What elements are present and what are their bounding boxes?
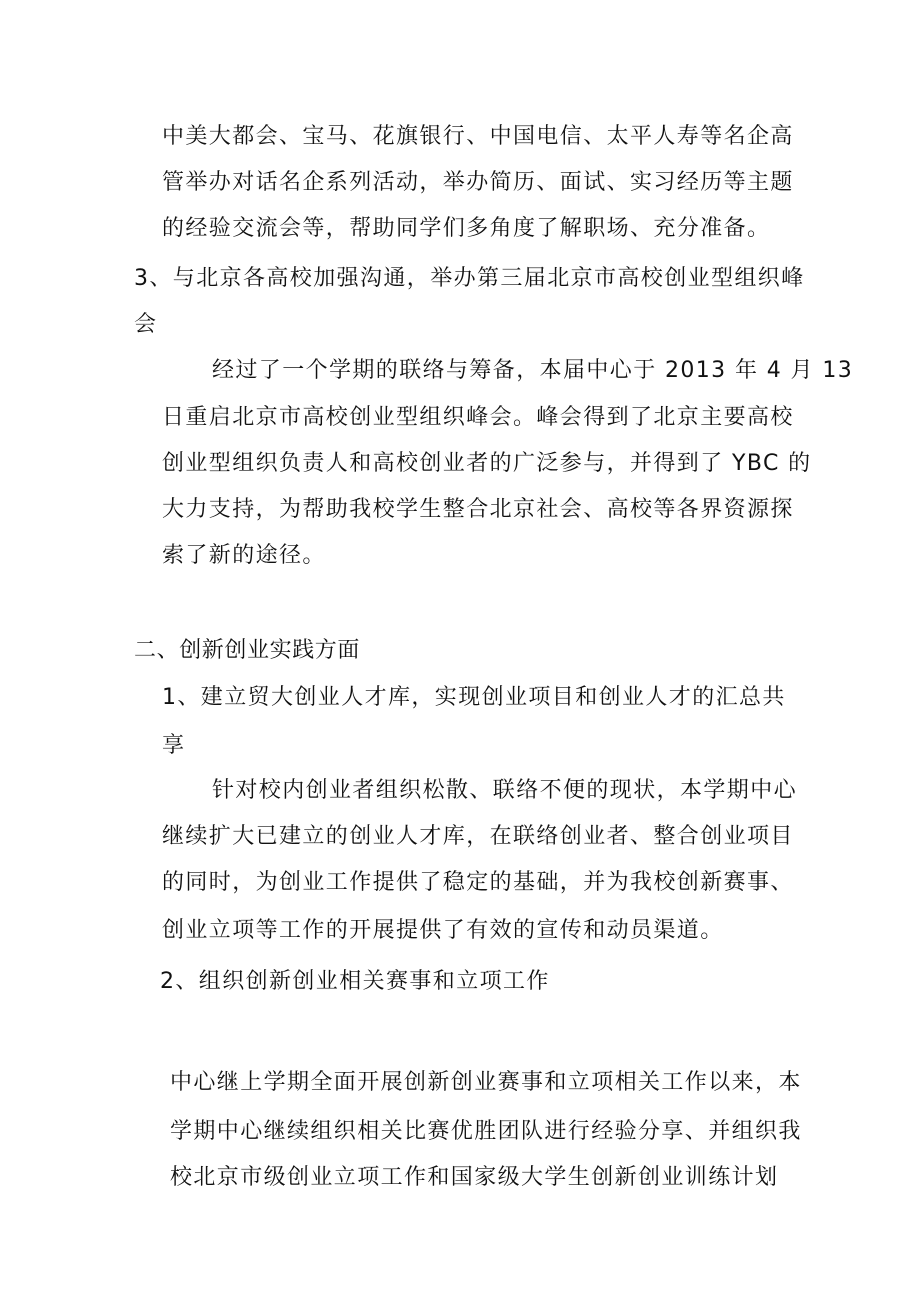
paragraph-line: 创业立项等工作的开展提供了有效的宣传和动员渠道。	[162, 918, 724, 943]
paragraph-line: 中心继上学期全面开展创新创业赛事和立项相关工作以来，本	[170, 1070, 802, 1095]
subheading-line: 1、建立贸大创业人才库，实现创业项目和创业人才的汇总共	[162, 685, 786, 710]
paragraph-line: 日重启北京市高校创业型组织峰会。峰会得到了北京主要高校	[162, 405, 794, 430]
subheading-line: 会	[134, 312, 158, 337]
subheading-line: 3、与北京各高校加强沟通，举办第三届北京市高校创业型组织峰	[134, 266, 805, 291]
subheading-line: 2、组织创新创业相关赛事和立项工作	[160, 969, 550, 994]
paragraph-line: 校北京市级创业立项工作和国家级大学生创新创业训练计划	[170, 1165, 779, 1190]
subheading-line: 享	[162, 733, 186, 758]
paragraph-line: 针对校内创业者组织松散、联络不便的现状，本学期中心	[212, 778, 798, 803]
paragraph-line: 学期中心继续组织相关比赛优胜团队进行经验分享、并组织我	[170, 1119, 802, 1144]
paragraph-line: 继续扩大已建立的创业人才库，在联络创业者、整合创业项目	[162, 824, 794, 849]
paragraph-line: 管举办对话名企系列活动，举办简历、面试、实习经历等主题	[162, 170, 794, 195]
paragraph-line: 索了新的途径。	[162, 543, 326, 568]
paragraph-line: 的经验交流会等，帮助同学们多角度了解职场、充分准备。	[162, 216, 771, 241]
paragraph-line: 中美大都会、宝马、花旗银行、中国电信、太平人寿等名企高	[162, 124, 794, 149]
paragraph-line: 经过了一个学期的联络与筹备，本届中心于 2013 年 4 月 13	[212, 358, 854, 383]
paragraph-line: 创业型组织负责人和高校创业者的广泛参与，并得到了 YBC 的	[162, 451, 812, 476]
paragraph-line: 大力支持，为帮助我校学生整合北京社会、高校等各界资源探	[162, 497, 794, 522]
section-heading: 二、创新创业实践方面	[134, 638, 361, 663]
paragraph-line: 的同时，为创业工作提供了稳定的基础，并为我校创新赛事、	[162, 870, 794, 895]
